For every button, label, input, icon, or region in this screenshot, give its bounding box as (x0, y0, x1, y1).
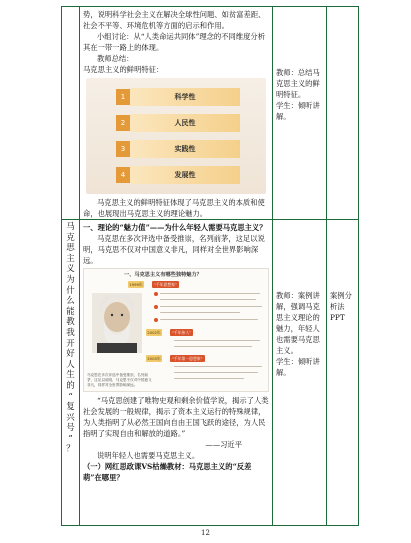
method-cell-empty (327, 7, 359, 220)
text-line (160, 299, 256, 300)
table-row (62, 7, 359, 220)
method-text: 案例分析法 PPT (330, 291, 352, 322)
bullet-dot (154, 318, 158, 322)
quote-paragraph: “马克思创建了唯物史观和剩余价值学说，揭示了人类社会发展的一般规律，揭示了资本主义运行的特殊规律，为人类指明了从必然王国向自由王国飞跃的途径，为人民指明了实现自由和解放的道路。” (83, 396, 269, 438)
quote-source: ——习近平 (205, 440, 242, 449)
feature-number: 3 (116, 141, 130, 157)
features-summary: 马克思主义的鲜明特征体现了马克思主义的本质和使命，也展现出马克思主义的理论魅力。 (83, 198, 265, 218)
side-label-char: 思 (66, 243, 75, 254)
award-tag: “千年思想家” (154, 282, 177, 287)
award-tag: “千年伟人” (172, 330, 192, 335)
teacher-student-text: 教师：总结马克思主义的鲜明特征。 学生：倾听讲解。 (276, 68, 320, 121)
side-label-char: 义 (66, 264, 75, 275)
side-label-char: 复 (66, 402, 75, 413)
diagram-caption: 马克思在多次评选中备受推崇，名列前茅，这足以说明，马克思不仅对中国意义非凡，同样对全世界影响深远。 (87, 373, 152, 387)
feature-item (120, 88, 240, 106)
text-line (160, 312, 240, 313)
section-heading: 一、理论的“魅力值”——为什么年轻人需要马克思主义？ (83, 223, 267, 232)
feature-label: 发展性 (130, 166, 240, 184)
text-line (160, 319, 258, 320)
side-label-char: 教 (66, 317, 75, 328)
side-label-cell (62, 220, 80, 526)
content-cell (80, 220, 273, 526)
bullet-dot (154, 292, 158, 296)
side-label (62, 220, 79, 455)
feature-number: 2 (116, 115, 130, 131)
feature-number: 4 (116, 167, 130, 183)
side-label-char: 人 (66, 359, 75, 370)
side-label-char: 好 (66, 349, 75, 360)
feature-number: 1 (116, 89, 130, 105)
features-intro: 马克思主义的鲜明特征： (83, 65, 164, 74)
features-diagram (86, 78, 266, 194)
side-label-char: 兴 (66, 412, 75, 423)
side-label-char: 主 (66, 253, 75, 264)
year-marker: 2002年 (147, 330, 161, 335)
side-label-char: 马 (66, 222, 75, 232)
text-line (174, 372, 258, 373)
side-label-char: ？ (66, 444, 75, 455)
side-label-char: 么 (66, 296, 75, 307)
feature-label: 实践性 (130, 140, 240, 158)
text-line (160, 293, 260, 294)
table-row (62, 220, 359, 526)
side-label-char: 什 (66, 285, 75, 296)
sub-heading: （一）网红思政课VS枯燥教材：马克思主义的“反差萌”在哪里？ (83, 462, 252, 482)
feature-item (120, 140, 240, 158)
year-marker: 1999年 (129, 282, 143, 287)
teacher-student-text: 教师：案例讲解，强调马克思主义理论的魅力，年轻人也需要马克思主义。 学生：倾听讲解。 (276, 291, 320, 377)
side-label-cell-empty (62, 7, 80, 220)
side-label-char: “ (68, 391, 73, 402)
year-marker: 2005年 (147, 356, 161, 361)
side-label-char: 克 (66, 232, 75, 243)
intro-paragraph: 马克思在多次评选中备受推崇，名列前茅，这足以说明，马克思不仅对中国意义非凡，同样对全世界影响深远。 (83, 234, 265, 265)
side-label-char: 能 (66, 306, 75, 317)
page-number: 12 (201, 529, 210, 537)
feature-item (120, 166, 240, 184)
bullet-dot (154, 305, 158, 309)
marx-diagram (83, 268, 269, 392)
method-cell (327, 220, 359, 526)
feature-label: 人民性 (130, 114, 240, 132)
teacher-summary-label: 教师总结： (97, 54, 134, 63)
content-cell (80, 7, 273, 220)
side-label-char: 我 (66, 327, 75, 338)
content-paragraph: 势，说明科学社会主义在解决全球性问题、如贫富差距、社会不平等、环境危机等方面的启示和作用。 (83, 10, 266, 30)
side-label-char: 号 (66, 423, 75, 434)
side-label-char: 为 (66, 274, 75, 285)
feature-item (120, 114, 240, 132)
side-label-char: 开 (66, 338, 75, 349)
side-label-char: 生 (66, 370, 75, 381)
text-line (174, 378, 244, 379)
teacher-student-cell (273, 220, 327, 526)
text-line (174, 340, 260, 341)
marx-portrait-image (92, 293, 142, 353)
side-label-char: 的 (66, 380, 75, 391)
text-line (174, 346, 252, 347)
text-line (160, 306, 262, 307)
side-label-char: ” (68, 433, 73, 444)
discussion-paragraph: 小组讨论：从“人类命运共同体”理念的不同维度分析其在一带一路上的体现。 (83, 32, 265, 52)
teacher-student-cell (273, 7, 327, 220)
feature-label: 科学性 (130, 88, 240, 106)
conclusion-paragraph: 说明年轻人也需要马克思主义。 (97, 451, 200, 460)
diagram-title: 一、马克思主义有哪些独特魅力？ (124, 272, 202, 278)
text-line (174, 366, 262, 367)
lesson-table (61, 6, 359, 526)
award-tag: “千年第一思想家” (172, 356, 203, 361)
